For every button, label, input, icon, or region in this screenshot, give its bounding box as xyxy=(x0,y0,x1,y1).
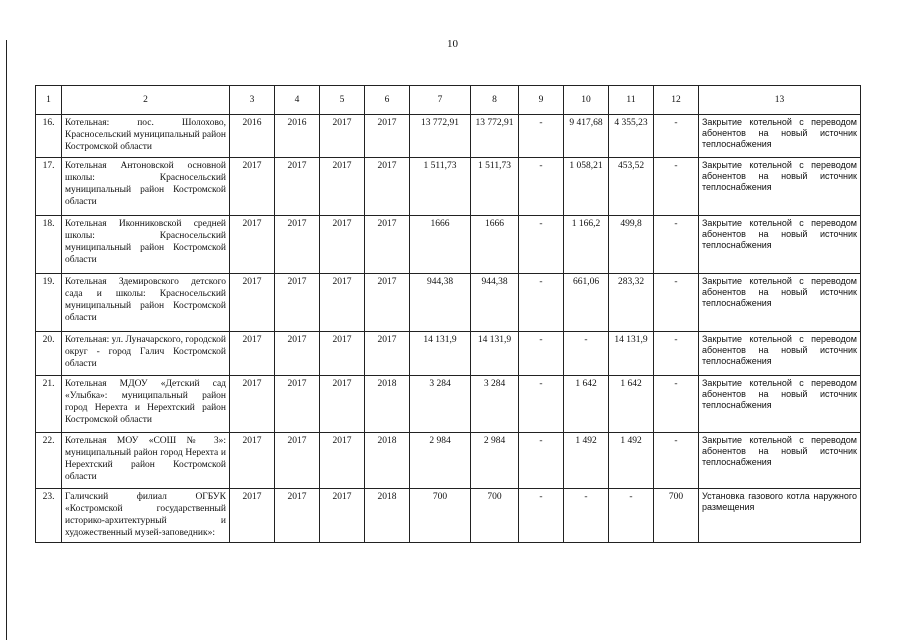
cell-col9: - xyxy=(519,115,564,158)
cell-col4: 2017 xyxy=(275,158,320,216)
row-number: 20. xyxy=(36,332,62,376)
row-number: 19. xyxy=(36,274,62,332)
cell-col12: - xyxy=(654,216,699,274)
cell-col6: 2017 xyxy=(365,216,410,274)
cell-col12: 700 xyxy=(654,489,699,543)
cell-col7: 3 284 xyxy=(410,376,471,433)
cell-col6: 2018 xyxy=(365,433,410,489)
cell-col11: 499,8 xyxy=(609,216,654,274)
table-row xyxy=(36,489,861,543)
cell-col4: 2017 xyxy=(275,376,320,433)
page-number: 10 xyxy=(447,38,458,50)
table-row xyxy=(36,115,861,158)
cell-col7: 14 131,9 xyxy=(410,332,471,376)
cell-col13: Закрытие котельной с переводом абонентов на новый источник теплоснабжения xyxy=(699,332,861,376)
cell-col8: 2 984 xyxy=(471,433,519,489)
cell-col12: - xyxy=(654,115,699,158)
column-header: 10 xyxy=(564,86,609,115)
cell-col9: - xyxy=(519,489,564,543)
cell-col3: 2017 xyxy=(230,376,275,433)
column-header: 7 xyxy=(410,86,471,115)
table-row xyxy=(36,433,861,489)
column-header: 3 xyxy=(230,86,275,115)
column-header: 8 xyxy=(471,86,519,115)
cell-col4: 2017 xyxy=(275,433,320,489)
cell-col4: 2016 xyxy=(275,115,320,158)
cell-col3: 2017 xyxy=(230,216,275,274)
row-number: 21. xyxy=(36,376,62,433)
cell-col4: 2017 xyxy=(275,216,320,274)
column-header: 6 xyxy=(365,86,410,115)
cell-col10: - xyxy=(564,489,609,543)
cell-col5: 2017 xyxy=(320,433,365,489)
cell-col13: Закрытие котельной с переводом абонентов на новый источник теплоснабжения xyxy=(699,115,861,158)
cell-col13: Закрытие котельной с переводом абонентов на новый источник теплоснабжения xyxy=(699,433,861,489)
column-header: 2 xyxy=(62,86,230,115)
cell-col13: Установка газового котла наружного размещения xyxy=(699,489,861,543)
cell-col8: 700 xyxy=(471,489,519,543)
cell-col13: Закрытие котельной с переводом абонентов на новый источник теплоснабжения xyxy=(699,216,861,274)
table-row xyxy=(36,274,861,332)
cell-col8: 1666 xyxy=(471,216,519,274)
cell-col9: - xyxy=(519,216,564,274)
column-header: 9 xyxy=(519,86,564,115)
table-row xyxy=(36,332,861,376)
cell-col5: 2017 xyxy=(320,216,365,274)
cell-col10: 661,06 xyxy=(564,274,609,332)
object-name: Котельная Здемировского детского сада и школы: Красносельский муниципальный район Костромской области xyxy=(62,274,230,332)
column-header: 13 xyxy=(699,86,861,115)
cell-col7: 944,38 xyxy=(410,274,471,332)
header-row xyxy=(36,86,861,115)
cell-col9: - xyxy=(519,274,564,332)
cell-col5: 2017 xyxy=(320,376,365,433)
row-number: 17. xyxy=(36,158,62,216)
row-number: 22. xyxy=(36,433,62,489)
column-header: 4 xyxy=(275,86,320,115)
cell-col3: 2017 xyxy=(230,489,275,543)
object-name: Котельная Антоновской основной школы: Красносельский муниципальный район Костромской области xyxy=(62,158,230,216)
cell-col6: 2018 xyxy=(365,376,410,433)
cell-col11: - xyxy=(609,489,654,543)
row-number: 18. xyxy=(36,216,62,274)
cell-col3: 2017 xyxy=(230,158,275,216)
binder-line xyxy=(6,40,7,640)
cell-col11: 4 355,23 xyxy=(609,115,654,158)
column-header: 5 xyxy=(320,86,365,115)
cell-col10: 1 166,2 xyxy=(564,216,609,274)
cell-col10: 1 642 xyxy=(564,376,609,433)
cell-col5: 2017 xyxy=(320,115,365,158)
cell-col11: 1 492 xyxy=(609,433,654,489)
cell-col10: 1 492 xyxy=(564,433,609,489)
cell-col12: - xyxy=(654,274,699,332)
cell-col9: - xyxy=(519,433,564,489)
cell-col7: 1666 xyxy=(410,216,471,274)
cell-col7: 2 984 xyxy=(410,433,471,489)
object-name: Галичский филиал ОГБУК «Костромской государственный историко-архитектурный и художественный музей-заповедник»: xyxy=(62,489,230,543)
table-row xyxy=(36,376,861,433)
cell-col9: - xyxy=(519,376,564,433)
cell-col11: 283,32 xyxy=(609,274,654,332)
object-name: Котельная МДОУ «Детский сад «Улыбка»: муниципальный район город Нерехта и Нерехтский район Костромской области xyxy=(62,376,230,433)
cell-col5: 2017 xyxy=(320,332,365,376)
cell-col10: 1 058,21 xyxy=(564,158,609,216)
cell-col13: Закрытие котельной с переводом абонентов на новый источник теплоснабжения xyxy=(699,376,861,433)
cell-col12: - xyxy=(654,376,699,433)
cell-col8: 1 511,73 xyxy=(471,158,519,216)
cell-col9: - xyxy=(519,158,564,216)
cell-col12: - xyxy=(654,158,699,216)
data-table xyxy=(35,85,861,543)
cell-col4: 2017 xyxy=(275,332,320,376)
cell-col5: 2017 xyxy=(320,158,365,216)
object-name: Котельная Иконниковской средней школы: Красносельский муниципальный район Костромской области xyxy=(62,216,230,274)
cell-col3: 2017 xyxy=(230,274,275,332)
column-header: 11 xyxy=(609,86,654,115)
object-name: Котельная: ул. Луначарского, городской округ - город Галич Костромской области xyxy=(62,332,230,376)
cell-col10: - xyxy=(564,332,609,376)
cell-col8: 14 131,9 xyxy=(471,332,519,376)
cell-col12: - xyxy=(654,433,699,489)
table-row xyxy=(36,216,861,274)
cell-col11: 453,52 xyxy=(609,158,654,216)
object-name: Котельная МОУ «СОШ № 3»: муниципальный район город Нерехта и Нерехтский район Костромской области xyxy=(62,433,230,489)
cell-col13: Закрытие котельной с переводом абонентов на новый источник теплоснабжения xyxy=(699,274,861,332)
cell-col8: 13 772,91 xyxy=(471,115,519,158)
cell-col10: 9 417,68 xyxy=(564,115,609,158)
row-number: 16. xyxy=(36,115,62,158)
cell-col9: - xyxy=(519,332,564,376)
cell-col3: 2017 xyxy=(230,433,275,489)
column-header: 12 xyxy=(654,86,699,115)
cell-col8: 944,38 xyxy=(471,274,519,332)
cell-col11: 14 131,9 xyxy=(609,332,654,376)
cell-col4: 2017 xyxy=(275,274,320,332)
cell-col3: 2017 xyxy=(230,332,275,376)
cell-col6: 2018 xyxy=(365,489,410,543)
row-number: 23. xyxy=(36,489,62,543)
cell-col11: 1 642 xyxy=(609,376,654,433)
cell-col4: 2017 xyxy=(275,489,320,543)
object-name: Котельная: пос. Шолохово, Красносельский муниципальный район Костромской области xyxy=(62,115,230,158)
cell-col6: 2017 xyxy=(365,274,410,332)
cell-col7: 700 xyxy=(410,489,471,543)
table-row xyxy=(36,158,861,216)
cell-col8: 3 284 xyxy=(471,376,519,433)
cell-col5: 2017 xyxy=(320,489,365,543)
cell-col12: - xyxy=(654,332,699,376)
cell-col13: Закрытие котельной с переводом абонентов на новый источник теплоснабжения xyxy=(699,158,861,216)
cell-col6: 2017 xyxy=(365,158,410,216)
cell-col7: 13 772,91 xyxy=(410,115,471,158)
cell-col7: 1 511,73 xyxy=(410,158,471,216)
cell-col5: 2017 xyxy=(320,274,365,332)
column-header: 1 xyxy=(36,86,62,115)
cell-col3: 2016 xyxy=(230,115,275,158)
cell-col6: 2017 xyxy=(365,115,410,158)
cell-col6: 2017 xyxy=(365,332,410,376)
